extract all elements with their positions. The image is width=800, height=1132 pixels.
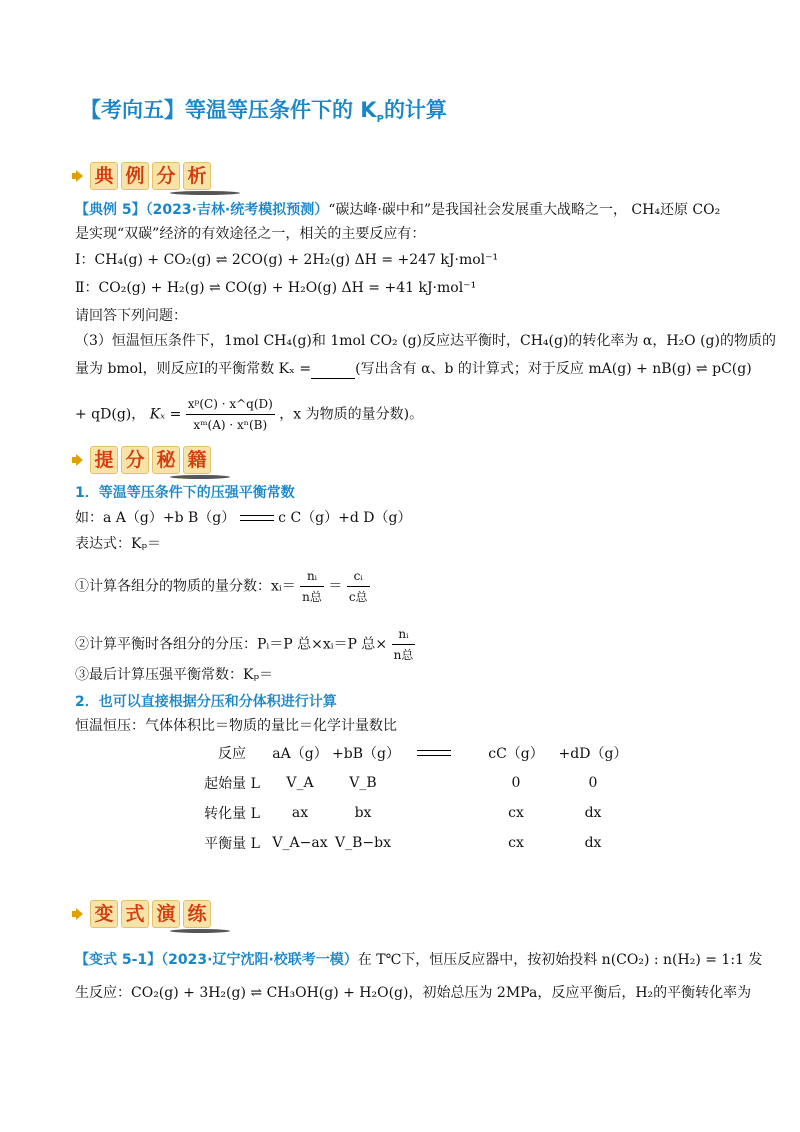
banner-char: 练 (183, 900, 211, 928)
table-row (196, 768, 628, 798)
practice-line-2: 生反应：CO₂(g) + 3H₂(g) ⇌ CH₃OH(g) + H₂O(g)，初始总压为 2MPa，反应平衡后，H₂的平衡转化率为 (75, 985, 752, 1001)
expression-label: 表达式：Kₚ＝ (75, 536, 162, 552)
question-3-line-1: （3）恒温恒压条件下，1mol CH₄(g)和 1mol CO₂ (g)反应达平衡时，CH₄(g)的转化率为 α，H₂O (g)的物质的 (75, 333, 776, 349)
ni-over-ntotal-2: $\frac{\text{nᵢ}}{\text{n总}}$ (392, 624, 416, 665)
table-cell: 0 (511, 775, 521, 791)
example-line-1: 【典例 5】（2023·吉林·统考模拟预测）“碳达峰·碳中和”是我国社会发展重大战略之一， CH₄还原 CO₂ (75, 202, 721, 218)
page-title: 【考向五】等温等压条件下的 $K_P$的计算 (80, 98, 447, 126)
reaction-2: Ⅱ：CO₂(g) + H₂(g) ⇌ CO(g) + H₂O(g) ΔH = +41 kJ·mol⁻¹ (75, 280, 477, 296)
banner-char: 式 (121, 900, 149, 928)
table-row (196, 828, 628, 858)
table-cell: 0 (588, 775, 598, 791)
speaker-icon (72, 170, 86, 182)
table-cell: dx (584, 805, 602, 821)
table-cell: 转化量 L (204, 806, 260, 822)
prompt: 请回答下列问题： (75, 308, 187, 324)
table-cell: 平衡量 L (204, 836, 260, 852)
table-cell: 反应 (218, 746, 246, 762)
banner-char: 分 (152, 162, 180, 190)
equilibrium-arrow-icon (417, 748, 451, 758)
table-cell: cx (508, 805, 524, 821)
example-line-2: 是实现“双碳”经济的有效途径之一，相关的主要反应有： (75, 226, 426, 242)
speaker-icon (72, 908, 86, 920)
table-cell: bx (354, 805, 372, 821)
table-cell: +dD（g） (558, 746, 628, 762)
table-cell: V_A (286, 775, 314, 791)
banner-char: 例 (121, 162, 149, 190)
banner-swoosh (170, 475, 230, 479)
table-cell (394, 768, 474, 798)
table-cell: cx (508, 835, 524, 851)
step-2: ②计算平衡时各组分的分压：Pᵢ＝P 总×xᵢ＝P 总× $\frac{\text{nᵢ}}{\text{n总}}$ (75, 624, 415, 665)
banner-char: 演 (152, 900, 180, 928)
table-cell (394, 828, 474, 858)
banner-char: 析 (183, 162, 211, 190)
reaction-table (196, 738, 628, 858)
banner-char: 籍 (183, 446, 211, 474)
table-cell (394, 798, 474, 828)
banner-char: 典 (90, 162, 118, 190)
constant-conditions: 恒温恒压：气体体积比＝物质的量比＝化学计量数比 (75, 718, 397, 734)
table-header-row (196, 738, 628, 768)
table-row (196, 798, 628, 828)
banner-tips (72, 444, 214, 476)
banner-example-analysis (72, 160, 214, 192)
banner-char: 提 (90, 446, 118, 474)
banner-swoosh (170, 929, 230, 933)
banner-practice (72, 898, 214, 930)
kx-fraction: $\frac{\text{xᵖ(C) · x\textasciicircum{}q(D)}}{\text{xᵐ(A) · xⁿ(B)}}$ (186, 394, 275, 435)
banner-char: 秘 (152, 446, 180, 474)
tips-heading-1: 1．等温等压条件下的压强平衡常数 (75, 485, 295, 501)
table-cell (394, 738, 474, 768)
practice-line-1: 【变式 5-1】（2023·辽宁沈阳·校联考一模）在 T℃下，恒压反应器中，按初始投料 n(CO₂) : n(H₂) = 1:1 发 (75, 952, 763, 968)
reaction-1: Ⅰ：CH₄(g) + CO₂(g) ⇌ 2CO(g) + 2H₂(g) ΔH = +247 kJ·mol⁻¹ (75, 252, 499, 268)
ni-over-ntotal: $\frac{\text{nᵢ}}{\text{n总}}$ (300, 566, 324, 607)
ci-over-ctotal: $\frac{\text{cᵢ}}{\text{c总}}$ (347, 566, 370, 607)
tips-heading-2: 2．也可以直接根据分压和分体积进行计算 (75, 694, 337, 710)
question-3-line-3: + qD(g)， Kₓ = $\frac{\text{xᵖ(C) · x\textasciicircum{}q(D)}}{\text{xᵐ(A) · xⁿ(B)}}$ ，x 为物质的量分数)。 (75, 394, 423, 435)
equilibrium-arrow-icon (240, 513, 274, 523)
table-cell: V_A−ax (272, 835, 328, 851)
step-3: ③最后计算压强平衡常数：Kₚ＝ (75, 667, 274, 683)
reaction-example: 如：a A（g）+b B（g） c C（g）+d D（g） (75, 510, 412, 526)
speaker-icon (72, 454, 86, 466)
banner-swoosh (170, 191, 240, 195)
banner-char: 分 (121, 446, 149, 474)
table-cell: V_B (349, 775, 377, 791)
table-cell: 起始量 L (204, 776, 260, 792)
banner-char: 变 (90, 900, 118, 928)
table-cell: aA（g） (272, 746, 328, 762)
table-cell: V_B−bx (335, 835, 391, 851)
table-cell: ax (291, 805, 309, 821)
table-cell: dx (584, 835, 602, 851)
answer-blank[interactable] (311, 364, 355, 379)
question-3-line-2: 量为 bmol，则反应Ⅰ的平衡常数 Kₓ = (写出含有 α、b 的计算式；对于反应 mA(g) + nB(g) ⇌ pC(g) (75, 361, 752, 377)
table-cell: cC（g） (488, 746, 544, 762)
table-cell: +bB（g） (332, 746, 400, 762)
step-1: ①计算各组分的物质的量分数：xᵢ＝ $\frac{\text{nᵢ}}{\text{n总}}$ ＝ $\frac{\text{cᵢ}}{\text{c总}}$ (75, 566, 370, 607)
